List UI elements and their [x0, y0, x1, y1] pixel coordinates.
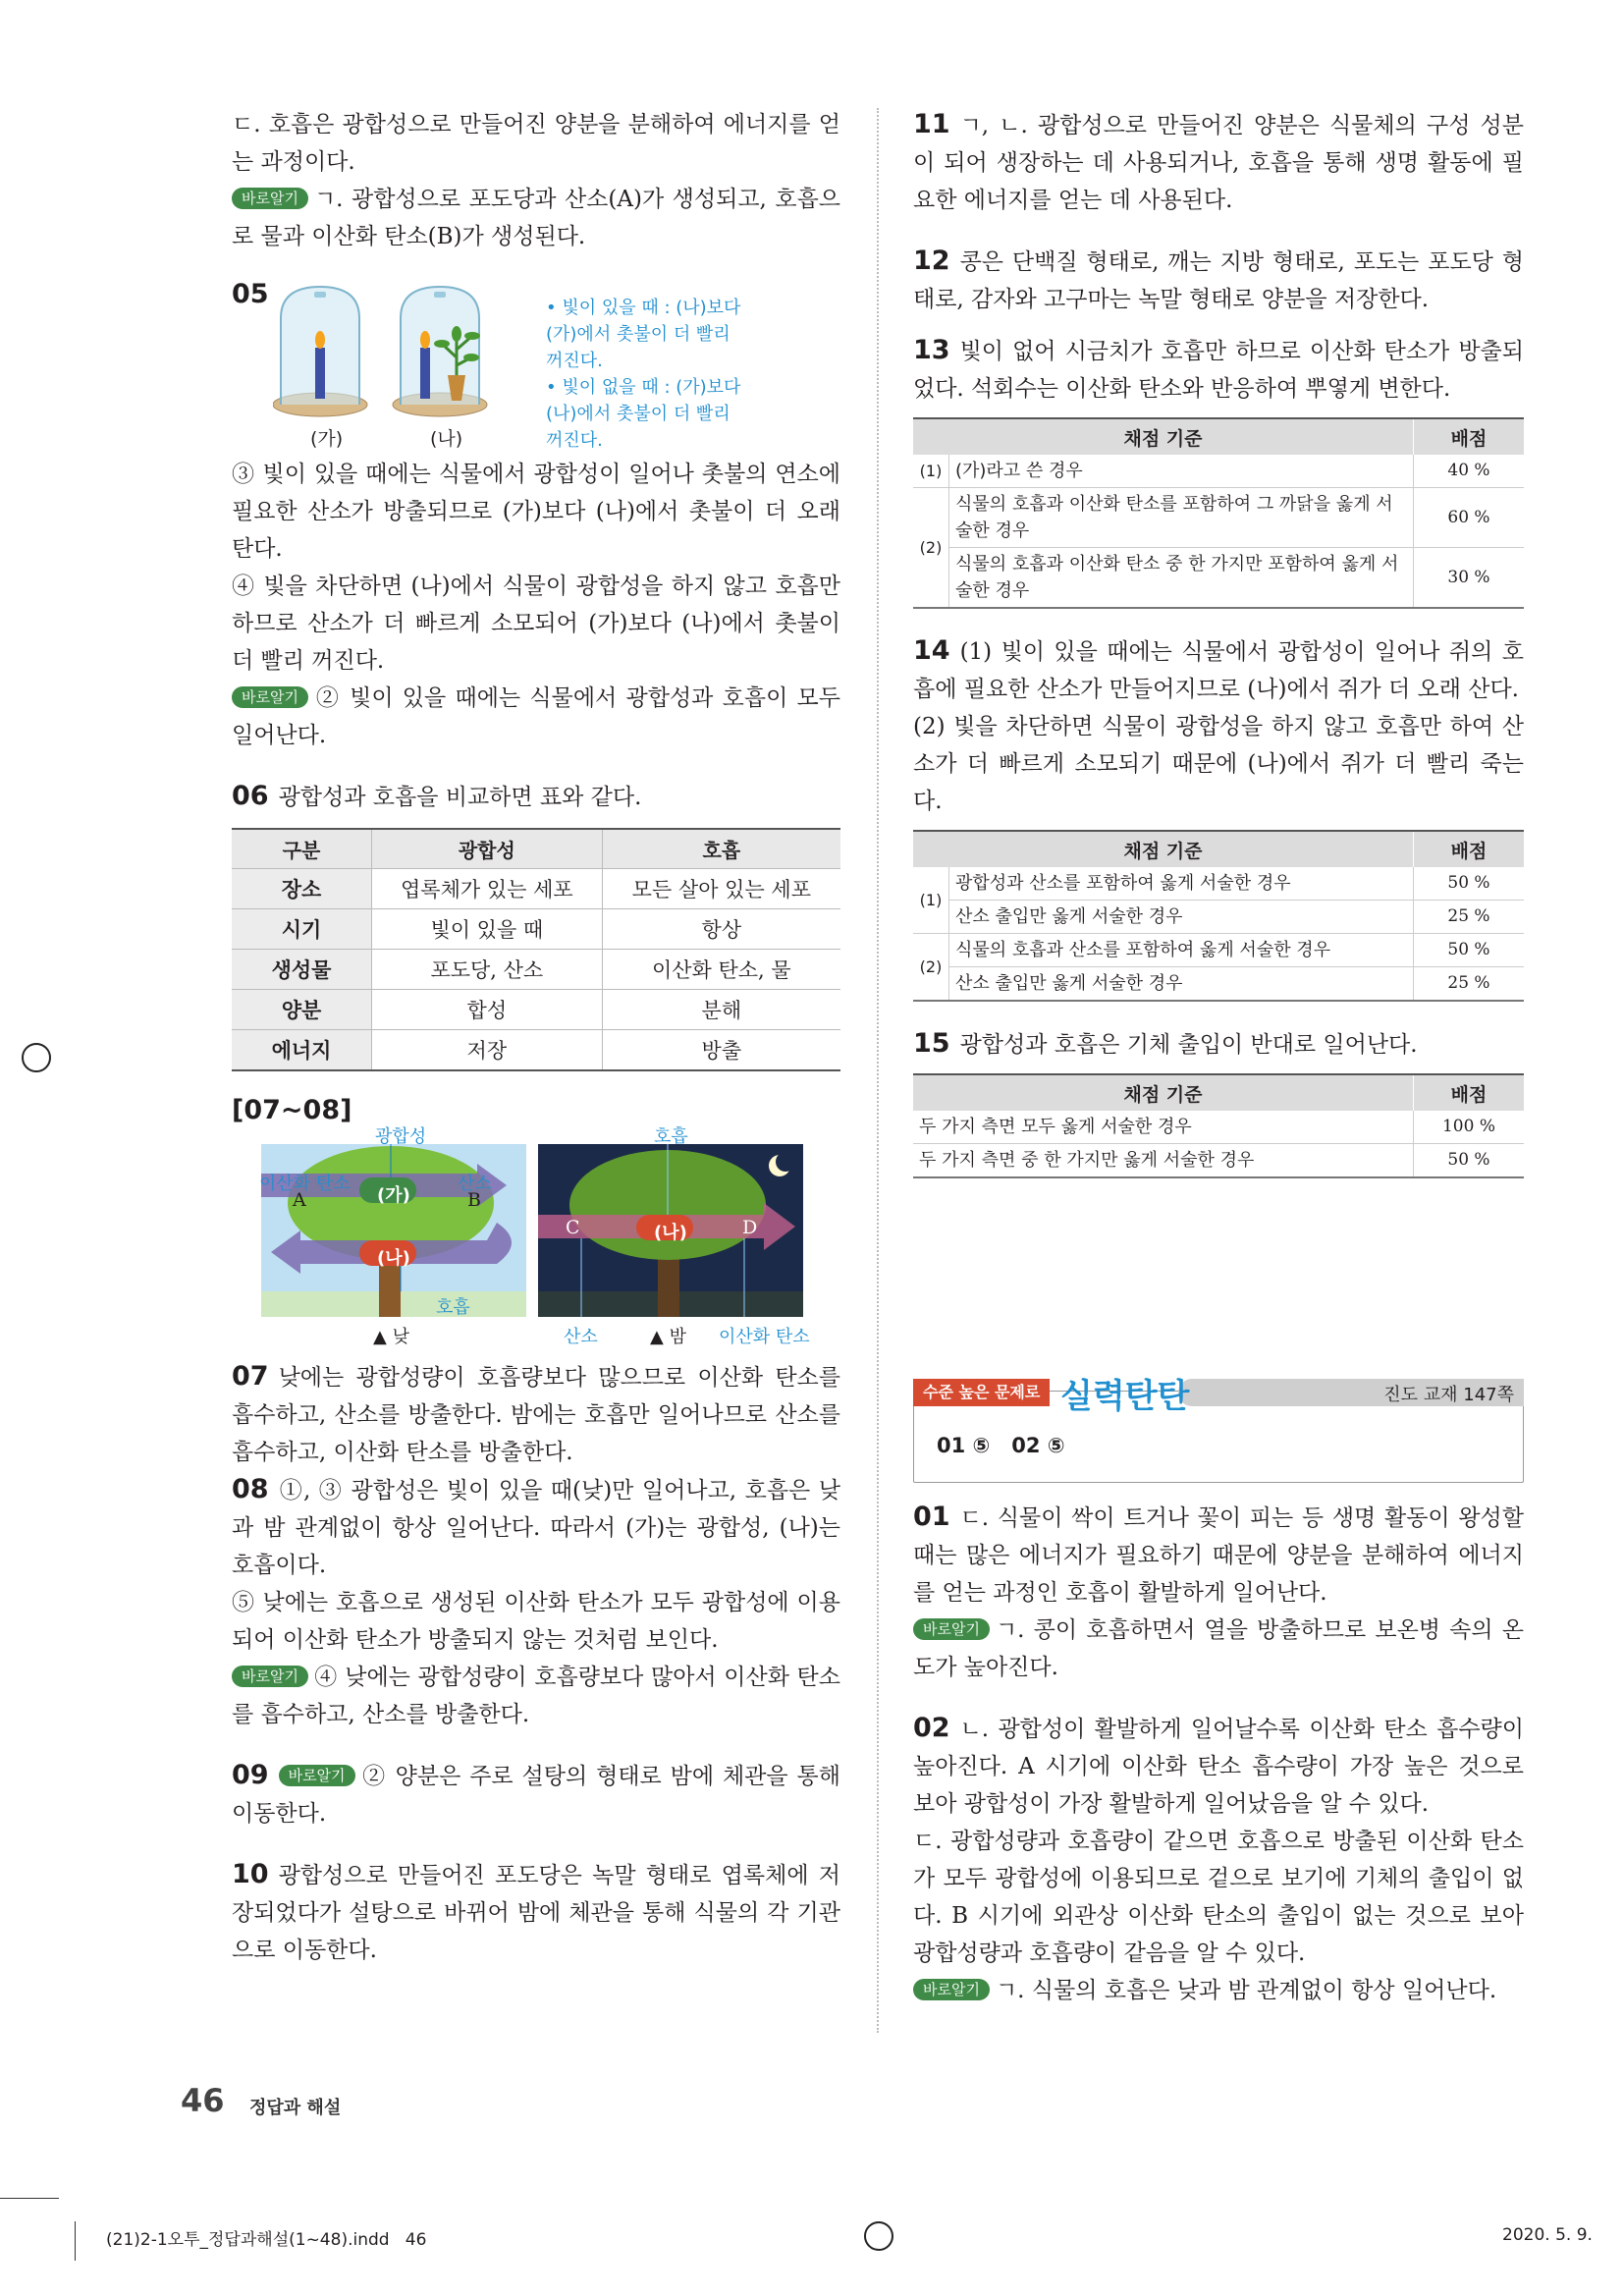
- comparison-table: [232, 828, 840, 1071]
- rubric-header: 채점 기준: [913, 1074, 1414, 1111]
- q04-statement-c: ㄷ. 호흡은 광합성으로 만들어진 양분을 분해하여 에너지를 얻는 과정이다.: [232, 112, 840, 175]
- crop-mark: [75, 2221, 76, 2261]
- b02-explanation-c: ㄷ. 광합성량과 호흡량이 같으면 호흡으로 방출된 이산화 탄소가 모두 광합성에 이용되므로 겉으로 보기에 기체의 출입이 없다. B 시기에 외관상 이산화 탄소의 출입이 없는 것으로 보아 광합성량과 호흡량이 같음을 알 수 있다.: [913, 1829, 1524, 1966]
- correction-badge: 바로알기: [913, 1618, 990, 1640]
- q12-text: 12 콩은 단백질 형태로, 깨는 지방 형태로, 포도는 포도당 형태로, 감자와 고구마는 녹말 형태로 양분을 저장한다.: [913, 246, 1524, 312]
- rubric-table-15: [913, 1073, 1524, 1178]
- skill-box-answers: 01 ⑤ 02 ⑤: [937, 1434, 1065, 1457]
- question-number: 07: [232, 1361, 269, 1392]
- q05-explanation-3: ③ 빛이 있을 때에는 식물에서 광합성이 일어나 촛불의 연소에 필요한 산소가 방출되므로 (가)보다 (나)에서 촛불이 더 오래 탄다.: [232, 462, 840, 562]
- q08-correction: 바로알기 ④ 낮에는 광합성량이 호흡량보다 많아서 이산화 탄소를 흡수하고, 산소를 방출한다.: [232, 1665, 840, 1727]
- left-column: [232, 106, 840, 1969]
- right-column: [913, 106, 1524, 2009]
- day-label-photosynthesis: 광합성: [375, 1126, 427, 1147]
- question-number: 09: [232, 1760, 269, 1790]
- table-row: 산소 출입만 옳게 서술한 경우 25 %: [913, 901, 1524, 934]
- day-caption: ▲ 낮: [373, 1327, 409, 1347]
- q05-figure-block: [232, 279, 840, 456]
- q05-explanation-4: ④ 빛을 차단하면 (나)에서 식물이 광합성을 하지 않고 호흡만 하므로 산소가 더 빠르게 소모되어 (가)보다 (나)에서 촛불이 더 빨리 꺼진다.: [232, 574, 840, 674]
- bell-jar-a: [273, 287, 367, 416]
- table-row: 식물의 호흡과 이산화 탄소 중 한 가지만 포함하여 옳게 서술한 경우 30 %: [913, 548, 1524, 609]
- skill-box-ref: 진도 교재 147쪽: [1383, 1385, 1514, 1405]
- day-label-a: A: [293, 1189, 306, 1211]
- registration-mark-icon: [864, 2221, 893, 2251]
- correction-badge: 바로알기: [232, 188, 308, 209]
- rubric-header: 채점 기준: [913, 831, 1414, 867]
- jar-label-a: (가): [310, 428, 344, 450]
- q13-text: 13 빛이 없어 시금치가 호흡만 하므로 이산화 탄소가 방출되었다. 석회수는 이산화 탄소와 반응하여 뿌옇게 변한다.: [913, 335, 1524, 402]
- b02-text: 02 ㄴ. 광합성이 활발하게 일어날수록 이산화 탄소 흡수량이 높아진다. A 시기에 이산화 탄소 흡수량이 가장 높은 것으로 보아 광합성이 가장 활발하게 일어났음을 알 수 있다.: [913, 1713, 1524, 1817]
- q0708-figure-block: [232, 1095, 840, 1347]
- correction-badge: 바로알기: [279, 1765, 355, 1786]
- rubric-table-13: [913, 417, 1524, 609]
- night-label-o2: 산소: [564, 1327, 598, 1347]
- skill-box: [913, 1375, 1524, 1483]
- question-number: 02: [913, 1713, 950, 1743]
- day-label-na: (나): [377, 1248, 410, 1269]
- table-row: (1) (가)라고 쓴 경우 40 %: [913, 455, 1524, 488]
- table-header: 구분: [232, 829, 372, 869]
- column-divider: [877, 108, 879, 2033]
- question-number: 06: [232, 781, 269, 811]
- correction-badge: 바로알기: [232, 686, 308, 708]
- night-label-c: C: [566, 1217, 580, 1238]
- registration-mark-icon: [22, 1043, 51, 1072]
- question-number: 14: [913, 635, 950, 666]
- q07-text: 07 낮에는 광합성량이 호흡량보다 많으므로 이산화 탄소를 흡수하고, 산소를 방출한다. 밤에는 호흡만 일어나므로 산소를 흡수하고, 이산화 탄소를 방출한다.: [232, 1361, 840, 1465]
- table-row: 두 가지 측면 중 한 가지만 옳게 서술한 경우 50 %: [913, 1144, 1524, 1178]
- bell-jar-b: [393, 287, 487, 416]
- table-row: (1) 광합성과 산소를 포함하여 옳게 서술한 경우 50 %: [913, 867, 1524, 901]
- rubric-header: 채점 기준: [913, 418, 1414, 455]
- table-row: 양분 합성 분해: [232, 990, 840, 1030]
- q05-note: [546, 295, 742, 454]
- question-number: 08: [232, 1474, 269, 1504]
- table-row: 장소 엽록체가 있는 세포 모든 살아 있는 세포: [232, 869, 840, 909]
- table-row: 두 가지 측면 모두 옳게 서술한 경우 100 %: [913, 1111, 1524, 1144]
- jar-label-b: (나): [430, 428, 463, 450]
- night-label-d: D: [742, 1217, 758, 1238]
- q06-text: 06 광합성과 호흡을 비교하면 표와 같다.: [232, 781, 642, 811]
- print-date: 2020. 5. 9.: [1502, 2225, 1593, 2245]
- rubric-header: 배점: [1414, 831, 1525, 867]
- night-label-respiration: 호흡: [654, 1126, 688, 1147]
- q08-text: 08 ①, ③ 광합성은 빛이 있을 때(낮)만 일어나고, 호흡은 낮과 밤 관계없이 항상 일어난다. 따라서 (가)는 광합성, (나)는 호흡이다.: [232, 1474, 840, 1578]
- table-row: 시기 빛이 있을 때 항상: [232, 909, 840, 950]
- q11-text: 11 ㄱ, ㄴ. 광합성으로 만들어진 양분은 식물체의 구성 성분이 되어 생장하는 데 사용되거나, 호흡을 통해 생명 활동에 필요한 에너지를 얻는 데 사용된다.: [913, 109, 1524, 213]
- question-number: 11: [913, 109, 950, 139]
- q04-correction: 바로알기 ㄱ. 광합성으로 포도당과 산소(A)가 생성되고, 호흡으로 물과 이산화 탄소(B)가 생성된다.: [232, 187, 840, 249]
- question-number: 05: [232, 279, 269, 309]
- skill-box-tag: 수준 높은 문제로: [913, 1379, 1050, 1406]
- question-number: 13: [913, 335, 950, 365]
- rubric-header: 배점: [1414, 418, 1525, 455]
- note-light: • 빛이 있을 때 : (나)보다 (가)에서 촛불이 더 빨리 꺼진다.: [546, 298, 741, 371]
- question-number: 10: [232, 1859, 269, 1889]
- day-label-co2: 이산화 탄소: [259, 1174, 351, 1194]
- b02-correction: 바로알기 ㄱ. 식물의 호흡은 낮과 밤 관계없이 항상 일어난다.: [913, 1972, 1524, 2009]
- table-header: 호흡: [602, 829, 840, 869]
- night-label-co2: 이산화 탄소: [719, 1327, 810, 1347]
- crop-mark: [0, 2198, 59, 2199]
- q05-correction: 바로알기 ② 빛이 있을 때에는 식물에서 광합성과 호흡이 모두 일어난다.: [232, 685, 840, 748]
- page-number: 46: [181, 2082, 225, 2119]
- day-label-b: B: [467, 1189, 481, 1211]
- correction-badge: 바로알기: [913, 1979, 990, 2000]
- question-number: 01: [913, 1502, 950, 1532]
- file-name: (21)2-1오투_정답과해설(1~48).indd 46: [106, 2230, 427, 2250]
- q14-text: 14 (1) 빛이 있을 때에는 식물에서 광합성이 일어나 쥐의 호흡에 필요한 산소가 만들어지므로 (나)에서 쥐가 더 오래 산다.: [913, 635, 1524, 702]
- q15-text: 15 광합성과 호흡은 기체 출입이 반대로 일어난다.: [913, 1028, 1418, 1059]
- table-header: 광합성: [372, 829, 603, 869]
- q09-text: 09 바로알기 ② 양분은 주로 설탕의 형태로 밤에 체관을 통해 이동한다.: [232, 1760, 840, 1827]
- question-number: [07~08]: [232, 1095, 352, 1125]
- night-label-na: (나): [654, 1223, 687, 1243]
- question-number: 12: [913, 246, 950, 276]
- skill-box-title: 실력탄탄: [1060, 1377, 1190, 1416]
- b01-correction: 바로알기 ㄱ. 콩이 호흡하면서 열을 방출하므로 보온병 속의 온도가 높아진다.: [913, 1617, 1524, 1680]
- rubric-header: 배점: [1414, 1074, 1525, 1111]
- night-caption: ▲ 밤: [650, 1327, 686, 1347]
- note-dark: • 빛이 없을 때 : (가)보다 (나)에서 촛불이 더 빨리 꺼진다.: [546, 377, 741, 451]
- q08-explanation-5: ⑤ 낮에는 호흡으로 생성된 이산화 탄소가 모두 광합성에 이용되어 이산화 탄소가 방출되지 않는 것처럼 보인다.: [232, 1590, 840, 1653]
- table-row: 에너지 저장 방출: [232, 1030, 840, 1071]
- table-row: (2) 식물의 호흡과 이산화 탄소를 포함하여 그 까닭을 옳게 서술한 경우 60 %: [913, 488, 1524, 548]
- q10-text: 10 광합성으로 만들어진 포도당은 녹말 형태로 엽록체에 저장되었다가 설탕으로 바뀌어 밤에 체관을 통해 식물의 각 기관으로 이동한다.: [232, 1859, 840, 1963]
- day-label-ga: (가): [377, 1185, 410, 1206]
- q14-explanation-2: (2) 빛을 차단하면 식물이 광합성을 하지 않고 호흡만 하여 산소가 더 빠르게 소모되기 때문에 (나)에서 쥐가 더 빨리 죽는다.: [913, 714, 1524, 814]
- rubric-table-14: [913, 830, 1524, 1002]
- table-row: (2) 식물의 호흡과 산소를 포함하여 옳게 서술한 경우 50 %: [913, 934, 1524, 967]
- question-number: 15: [913, 1028, 950, 1059]
- day-label-respiration: 호흡: [436, 1297, 470, 1318]
- day-label-o2: 산소: [458, 1174, 492, 1194]
- table-row: 생성물 포도당, 산소 이산화 탄소, 물: [232, 950, 840, 990]
- section-title: 정답과 해설: [249, 2098, 342, 2118]
- b01-text: 01 ㄷ. 식물이 싹이 트거나 꽃이 피는 등 생명 활동이 왕성할 때는 많은 에너지가 필요하기 때문에 양분을 분해하여 에너지를 얻는 과정인 호흡이 활발하게 일어난다.: [913, 1502, 1524, 1606]
- table-row: 산소 출입만 옳게 서술한 경우 25 %: [913, 967, 1524, 1002]
- correction-badge: 바로알기: [232, 1666, 308, 1687]
